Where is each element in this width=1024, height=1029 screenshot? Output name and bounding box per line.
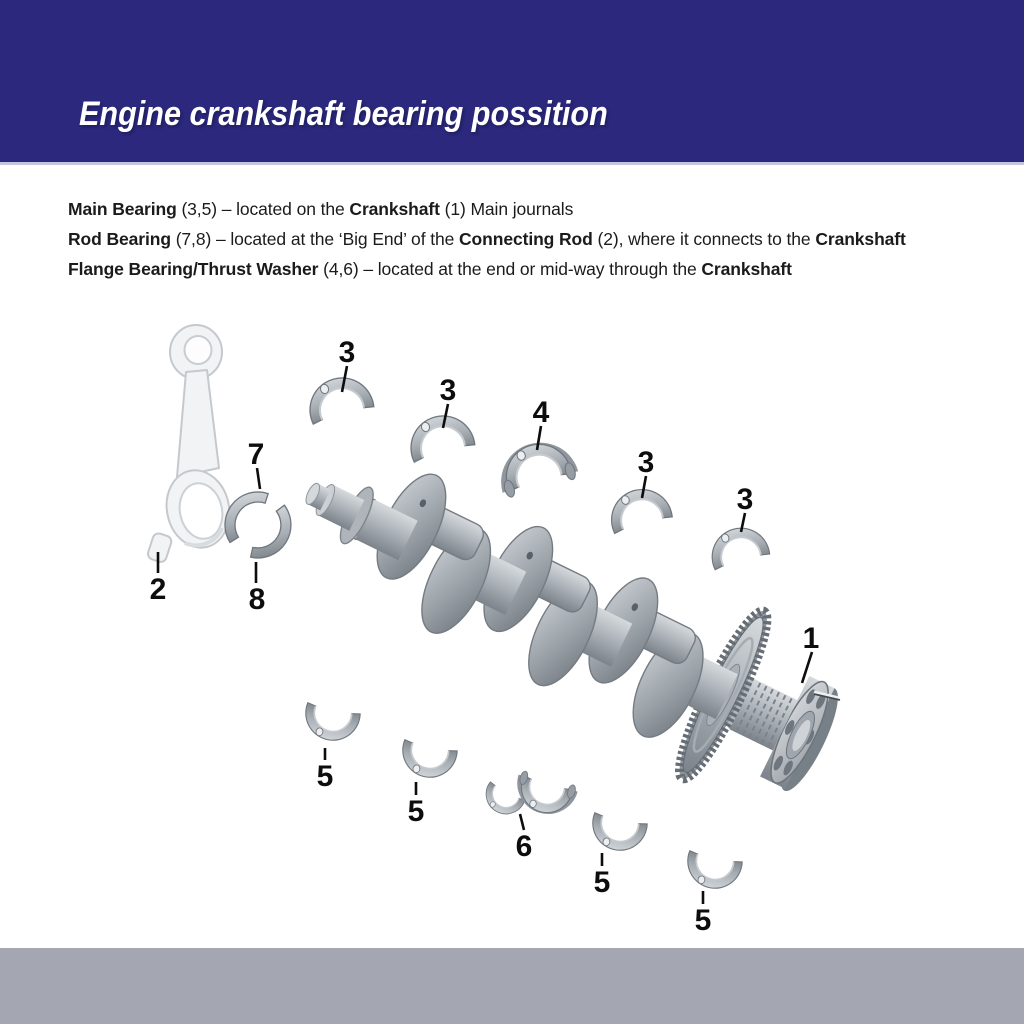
callout-5 [695, 891, 712, 937]
rod-bearing-lower-shell [242, 505, 298, 561]
svg-text:3: 3 [637, 446, 655, 479]
description-line: Main Bearing (3,5) – located on the Crankshaft (1) Main journals [68, 199, 574, 219]
callout-5 [594, 853, 611, 899]
callout-layer [150, 336, 820, 937]
bearing-shell-5b [398, 740, 458, 783]
svg-text:8: 8 [248, 583, 266, 616]
callout-4 [533, 396, 550, 450]
callout-6 [516, 814, 533, 863]
page-title: Engine crankshaft bearing possition [79, 95, 608, 133]
svg-text:4: 4 [532, 396, 550, 429]
svg-text:3: 3 [736, 483, 754, 516]
footer-bar [0, 948, 1024, 1024]
svg-text:1: 1 [802, 622, 820, 655]
svg-text:5: 5 [407, 795, 425, 828]
main-bearing-shells-bottom [301, 703, 743, 894]
thrust-washer-6 [512, 770, 577, 819]
bearing-shell-3a [302, 370, 374, 424]
svg-text:5: 5 [316, 760, 334, 793]
bearing-shell-5a [301, 703, 361, 746]
svg-text:5: 5 [694, 904, 712, 937]
description-line: Flange Bearing/Thrust Washer (4,6) – located at the end or mid-way through the Crankshaft [68, 259, 792, 279]
svg-text:3: 3 [338, 336, 356, 369]
callout-3 [737, 483, 754, 532]
callout-5 [317, 748, 334, 793]
callout-7 [248, 438, 265, 489]
svg-text:5: 5 [593, 866, 611, 899]
bearing-shell-3d [705, 521, 770, 569]
callout-8 [249, 562, 266, 616]
bearing-shell-3b [403, 408, 475, 462]
callout-5 [408, 782, 425, 828]
svg-text:3: 3 [439, 374, 457, 407]
rod-bearing-shells-illustration [219, 486, 297, 564]
description-line: Rod Bearing (7,8) – located at the ‘Big End’ of the Connecting Rod (2), where it connects to the Crankshaft [68, 229, 906, 249]
callout-1 [802, 622, 819, 683]
svg-text:2: 2 [149, 573, 167, 606]
thrust-bearing-shell-4 [495, 435, 578, 498]
bearing-shell-5d [683, 851, 743, 894]
bearing-shell-3c [604, 482, 672, 533]
connecting-rod-illustration [146, 325, 236, 563]
svg-text:7: 7 [247, 438, 265, 471]
bearing-shell-5c [588, 813, 648, 856]
svg-text:6: 6 [515, 830, 533, 863]
